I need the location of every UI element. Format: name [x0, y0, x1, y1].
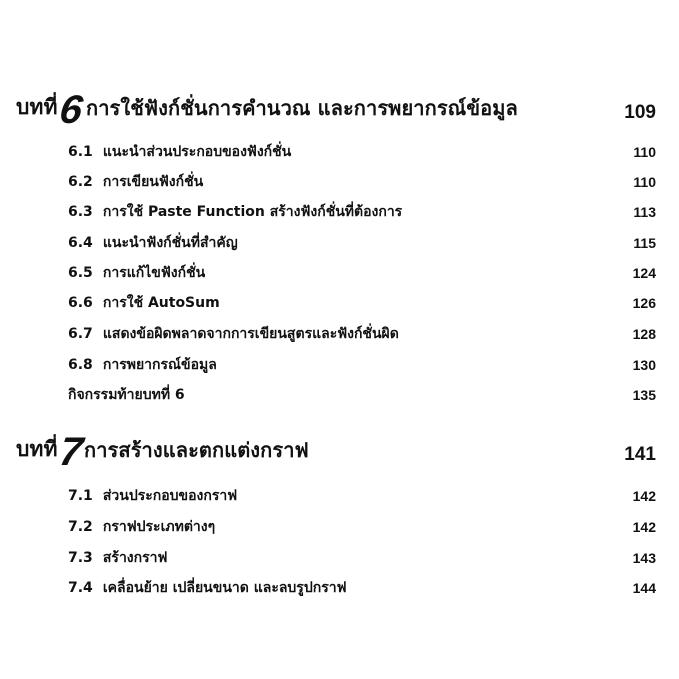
entry-page: 110 — [633, 174, 656, 190]
toc-entry — [68, 484, 656, 508]
toc-entry-activity — [68, 383, 656, 407]
entry-number: 6.8 — [68, 357, 93, 373]
toc-entry — [68, 515, 656, 539]
toc-entry — [68, 576, 656, 600]
entry-page: 113 — [633, 204, 656, 220]
toc-entry — [68, 140, 656, 164]
entry-page: 144 — [632, 580, 656, 596]
entry-number: 6.3 — [68, 204, 93, 220]
toc-entry — [68, 322, 656, 346]
entry-number: 7.4 — [68, 580, 93, 596]
entry-page: 110 — [633, 144, 656, 160]
entry-title: สร้างกราฟ — [102, 550, 168, 566]
toc-entry — [68, 353, 656, 377]
chapter-page: 141 — [624, 444, 656, 465]
entry-title: เคลื่อนย้าย เปลี่ยนขนาด และลบรูปกราฟ — [102, 580, 347, 596]
entry-number: 6.6 — [68, 295, 93, 311]
entry-title: แนะนำส่วนประกอบของฟังก์ชั่น — [102, 144, 292, 160]
entry-page: 126 — [632, 295, 656, 311]
entry-page: 142 — [632, 488, 656, 504]
toc-entry — [68, 546, 656, 570]
entry-page: 143 — [632, 550, 656, 566]
toc-entry — [68, 231, 656, 255]
entry-number: 6.4 — [68, 235, 93, 251]
toc-entry — [68, 261, 656, 285]
entry-title: การแก้ไขฟังก์ชั่น — [102, 265, 206, 281]
entry-number: 6.2 — [68, 174, 93, 190]
chapter-number: 7 — [56, 430, 86, 474]
chapter-title: การใช้ฟังก์ชั่นการคำนวณ และการพยากรณ์ข้อมูล — [86, 96, 518, 120]
chapter-label: บทที่ — [16, 437, 58, 461]
entry-title: กราฟประเภทต่างๆ — [102, 519, 216, 535]
chapter-title: การสร้างและตกแต่งกราฟ — [84, 438, 309, 462]
entry-page: 130 — [632, 357, 656, 373]
entry-title: ส่วนประกอบของกราฟ — [102, 488, 238, 504]
chapter-7-heading — [16, 426, 656, 472]
toc-entry — [68, 291, 656, 315]
entry-number: 6.7 — [68, 326, 93, 342]
entry-page: 124 — [632, 265, 656, 281]
chapter-number: 6 — [56, 88, 86, 132]
entry-title: แนะนำฟังก์ชั่นที่สำคัญ — [102, 235, 238, 251]
entry-page: 128 — [632, 326, 656, 342]
toc-entry — [68, 170, 656, 194]
entry-number: 7.1 — [68, 488, 93, 504]
entry-number: 6.5 — [68, 265, 93, 281]
toc-entry — [68, 200, 656, 224]
chapter-6-heading — [16, 84, 656, 130]
entry-number: 7.2 — [68, 519, 93, 535]
entry-title: การใช้ AutoSum — [102, 295, 220, 311]
entry-number: 6.1 — [68, 144, 93, 160]
chapter-page: 109 — [624, 102, 656, 123]
entry-page: 135 — [632, 387, 656, 403]
entry-title: การพยากรณ์ข้อมูล — [102, 357, 217, 373]
entry-page: 142 — [632, 519, 656, 535]
entry-title: แสดงข้อผิดพลาดจากการเขียนสูตรและฟังก์ชั่นผิด — [102, 326, 399, 342]
entry-number: 7.3 — [68, 550, 93, 566]
entry-title: การเขียนฟังก์ชั่น — [102, 174, 204, 190]
entry-title: กิจกรรมท้ายบทที่ 6 — [68, 387, 185, 403]
entry-title: การใช้ Paste Function สร้างฟังก์ชั่นที่ต้องการ — [102, 204, 403, 220]
entry-page: 115 — [633, 235, 656, 251]
chapter-label: บทที่ — [16, 95, 58, 119]
